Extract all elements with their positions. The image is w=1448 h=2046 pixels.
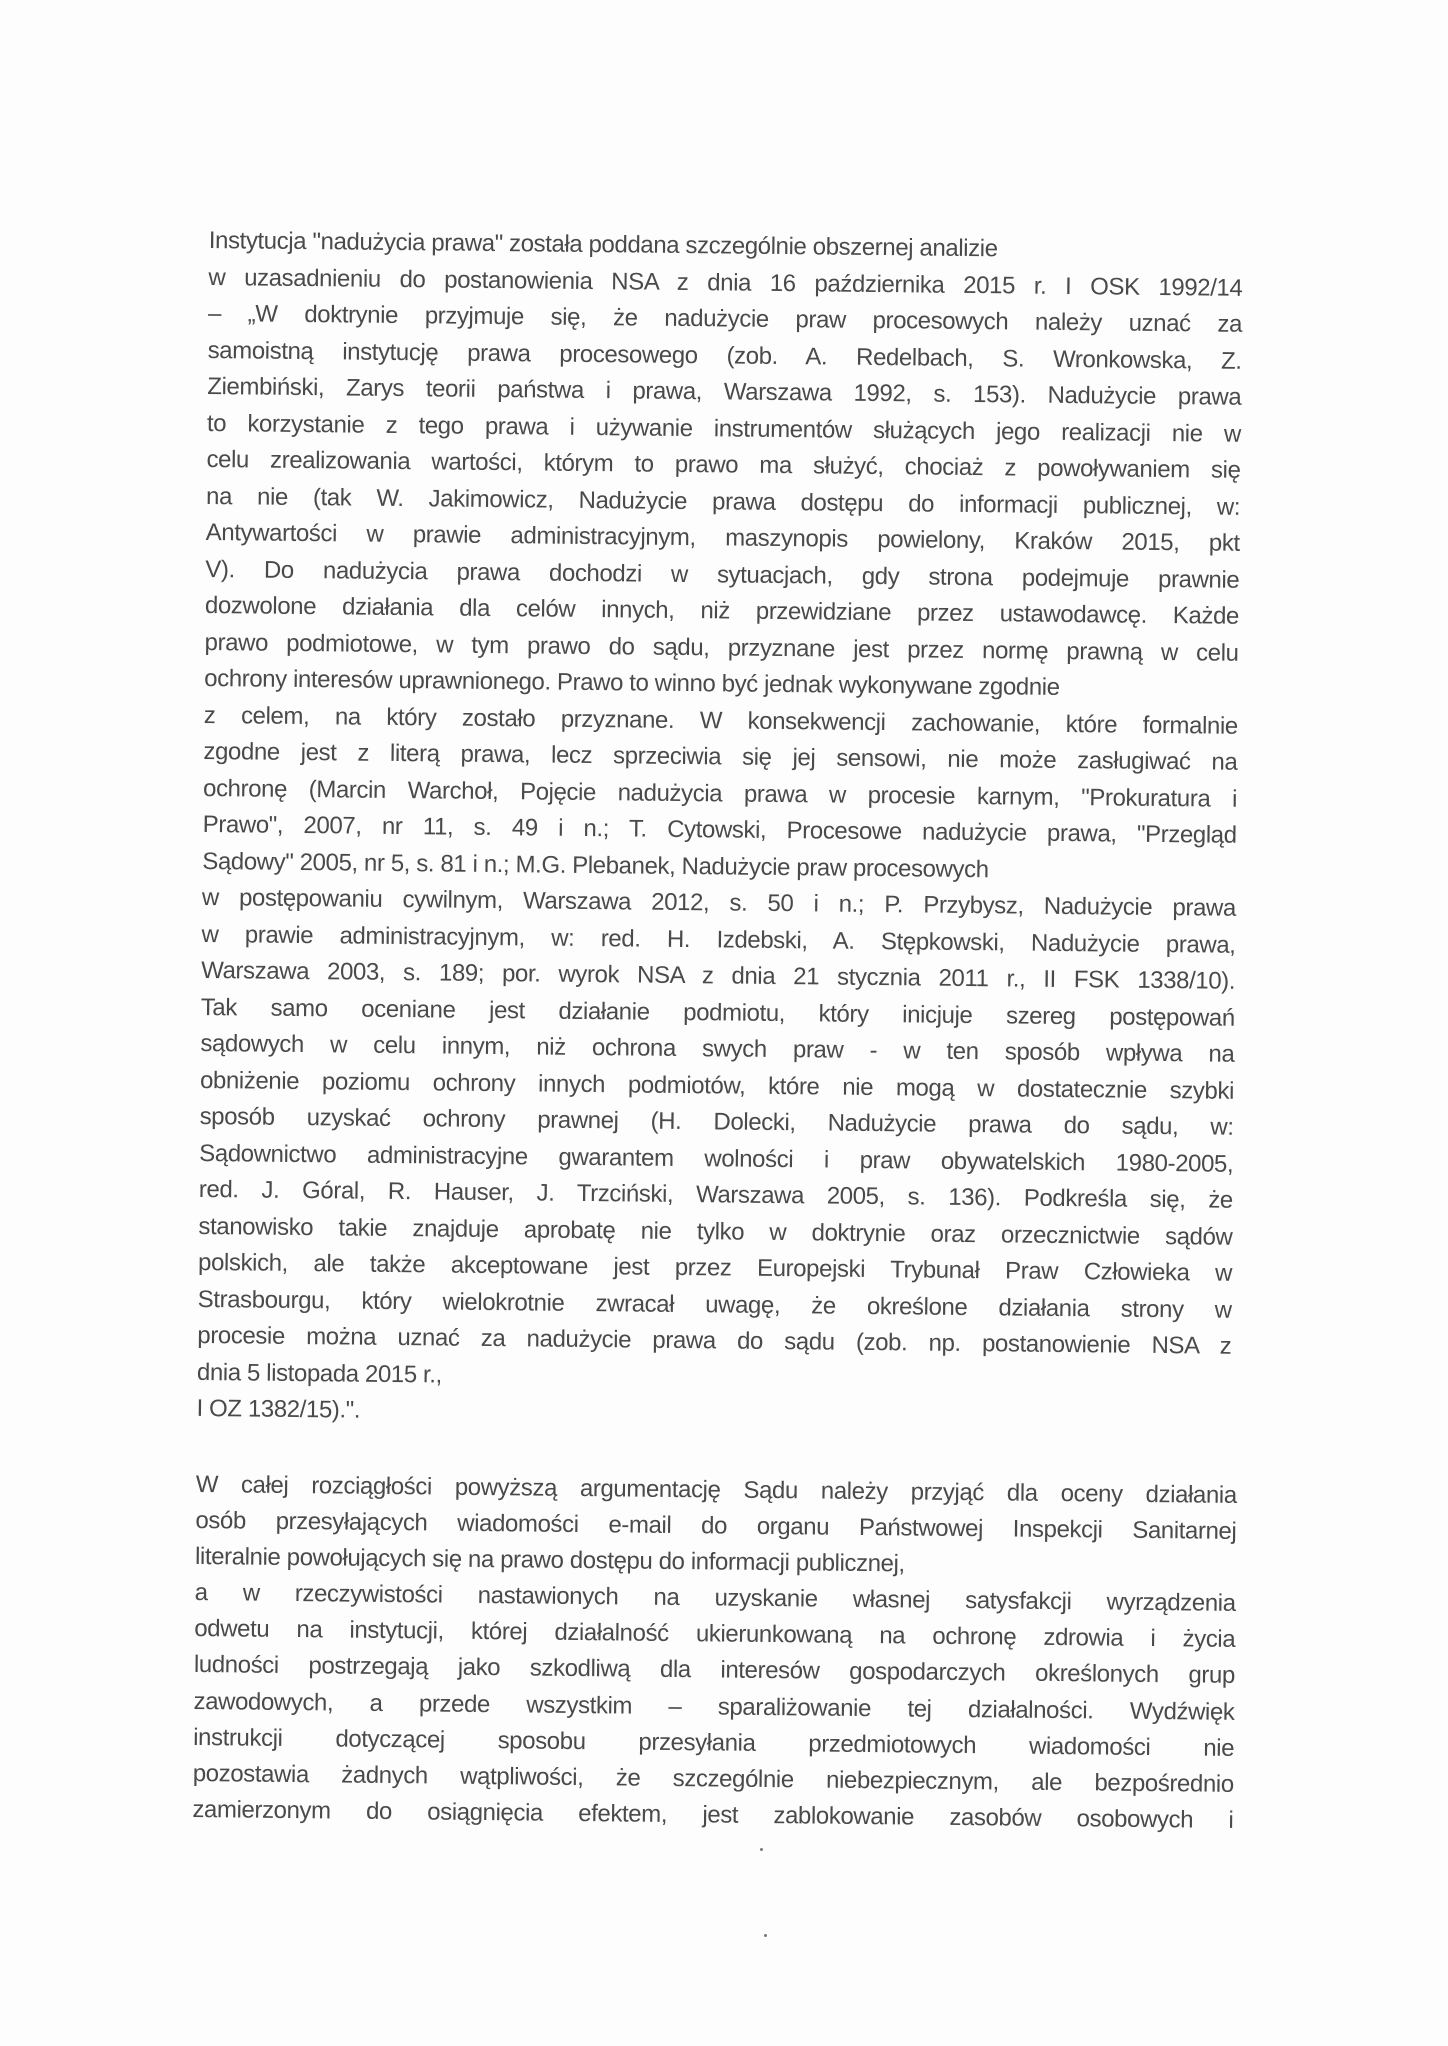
text-line: red. J. Góral, R. Hauser, J. Trzciński, Warszawa 2005, s. 136). Podkreśla się, że: [198, 1175, 1233, 1214]
text-line: ludności postrzegają jako szkodliwą dla interesów gospodarczych określonych grup: [193, 1651, 1236, 1690]
text-line: ochronę (Marcin Warchoł, Pojęcie nadużycia prawa w procesie karnym, "Prokuratura i: [202, 774, 1238, 813]
text-line: stanowisko takie znajduje aprobatę nie tylko w doktrynie oraz orzecznictwie sądów: [198, 1212, 1233, 1251]
scan-speck: [760, 1848, 763, 1851]
text-line: zgodne jest z literą prawa, lecz sprzeciwia się jej sensowi, nie może zasługiwać na: [203, 737, 1238, 776]
text-line: Tak samo oceniane jest działanie podmiotu, który inicjuje szereg postępowań: [200, 993, 1235, 1032]
paragraph-quoted-ruling: [196, 223, 1243, 1438]
scan-speck: [764, 1934, 767, 1937]
text-line: osób przesyłających wiadomości e-mail do organu Państwowej Inspekcji Sanitarnej: [195, 1507, 1237, 1545]
text-line: samoistną instytucję prawa procesowego (zob. A. Redelbach, S. Wronkowska, Z.: [207, 336, 1242, 375]
text-line: Instytucja "nadużycia prawa" została poddana szczególnie obszernej analizie: [208, 226, 998, 263]
text-line: V). Do nadużycia prawa dochodzi w sytuacjach, gdy strona podejmuje prawnie: [205, 555, 1240, 594]
paragraph-court-assessment: [192, 1467, 1237, 1839]
text-line: dnia 5 listopada 2015 r.,: [196, 1358, 442, 1389]
text-line: sposób uzyskać ochrony prawnej (H. Dolecki, Nadużycie prawa do sądu, w:: [199, 1102, 1234, 1141]
text-line: instrukcji dotyczącej sposobu przesyłania przedmiotowych wiadomości nie: [193, 1723, 1235, 1762]
text-line: Sądownictwo administracyjne gwarantem wolności i praw obywatelskich 1980-2005,: [199, 1139, 1234, 1178]
text-line: a w rzeczywistości nastawionych na uzyskanie własnej satysfakcji wyrządzenia: [194, 1579, 1236, 1618]
text-line: sądowych w celu innym, niż ochrona swych praw - w ten sposób wpływa na: [200, 1029, 1235, 1068]
text-line: pozostawia żadnych wątpliwości, że szczególnie niebezpiecznym, ale bezpośrednio: [192, 1759, 1234, 1798]
text-line: w prawie administracyjnym, w: red. H. Izdebski, A. Stępkowski, Nadużycie prawa,: [201, 920, 1236, 959]
text-line: ochrony interesów uprawnionego. Prawo to winno być jednak wykonywane zgodnie: [204, 664, 1060, 701]
text-line: literalnie powołujących się na prawo dostępu do informacji publicznej,: [194, 1543, 905, 1578]
text-line: w uzasadnieniu do postanowienia NSA z dnia 16 października 2015 r. I OSK 1992/14: [208, 263, 1243, 302]
text-line: Ziembiński, Zarys teorii państwa i prawa, Warszawa 1992, s. 153). Nadużycie prawa: [207, 372, 1242, 411]
text-line: w postępowaniu cywilnym, Warszawa 2012, s. 50 i n.; P. Przybysz, Nadużycie prawa: [201, 883, 1237, 922]
text-line: procesie można uznać za nadużycie prawa do sądu (zob. np. postanowienie NSA z: [197, 1321, 1232, 1360]
text-line: z celem, na który zostało przyznane. W konsekwencji zachowanie, które formalnie: [203, 701, 1238, 740]
text-line: dozwolone działania dla celów innych, niż przewidziane przez ustawodawcę. Każde: [204, 591, 1240, 630]
text-line: obniżenie poziomu ochrony innych podmiotów, które nie mogą w dostatecznie szybki: [199, 1066, 1235, 1105]
text-line: W całej rozciągłości powyższą argumentację Sądu należy przyjąć dla oceny działania: [195, 1470, 1237, 1509]
text-line: na nie (tak W. Jakimowicz, Nadużycie prawa dostępu do informacji publicznej, w:: [205, 482, 1241, 521]
text-line: polskich, ale także akceptowane jest przez Europejski Trybunał Praw Człowieka w: [197, 1248, 1233, 1287]
text-line: celu zrealizowania wartości, którym to prawo ma służyć, chociaż z powoływaniem się: [206, 445, 1241, 484]
text-line: odwetu na instytucji, której działalność ukierunkowaną na ochronę zdrowia i życia: [194, 1615, 1236, 1654]
text-line: to korzystanie z tego prawa i używanie instrumentów służących jego realizacji nie w: [206, 409, 1241, 448]
text-line: Strasbourgu, który wielokrotnie zwracał uwagę, że określone działania strony w: [197, 1285, 1232, 1324]
text-line: prawo podmiotowe, w tym prawo do sądu, przyznane jest przez normę prawną w celu: [204, 628, 1239, 667]
text-line: zawodowych, a przede wszystkim – sparaliżowanie tej działalności. Wydźwięk: [193, 1687, 1235, 1726]
text-line: Antywartości w prawie administracyjnym, maszynopis powielony, Kraków 2015, pkt: [205, 518, 1240, 557]
text-line: Sądowy" 2005, nr 5, s. 81 i n.; M.G. Plebanek, Nadużycie praw procesowych: [202, 847, 989, 883]
text-line: – „W doktrynie przyjmuje się, że nadużycie praw procesowych należy uznać za: [207, 299, 1243, 338]
text-line: zamierzonym do osiągnięcia efektem, jest zablokowanie zasobów osobowych i: [192, 1795, 1234, 1834]
text-line: Prawo", 2007, nr 11, s. 49 i n.; T. Cytowski, Procesowe nadużycie prawa, "Przegląd: [202, 810, 1237, 849]
text-line: I OZ 1382/15).".: [196, 1394, 361, 1424]
text-line: Warszawa 2003, s. 189; por. wyrok NSA z dnia 21 stycznia 2011 r., II FSK 1338/10).: [201, 956, 1236, 995]
